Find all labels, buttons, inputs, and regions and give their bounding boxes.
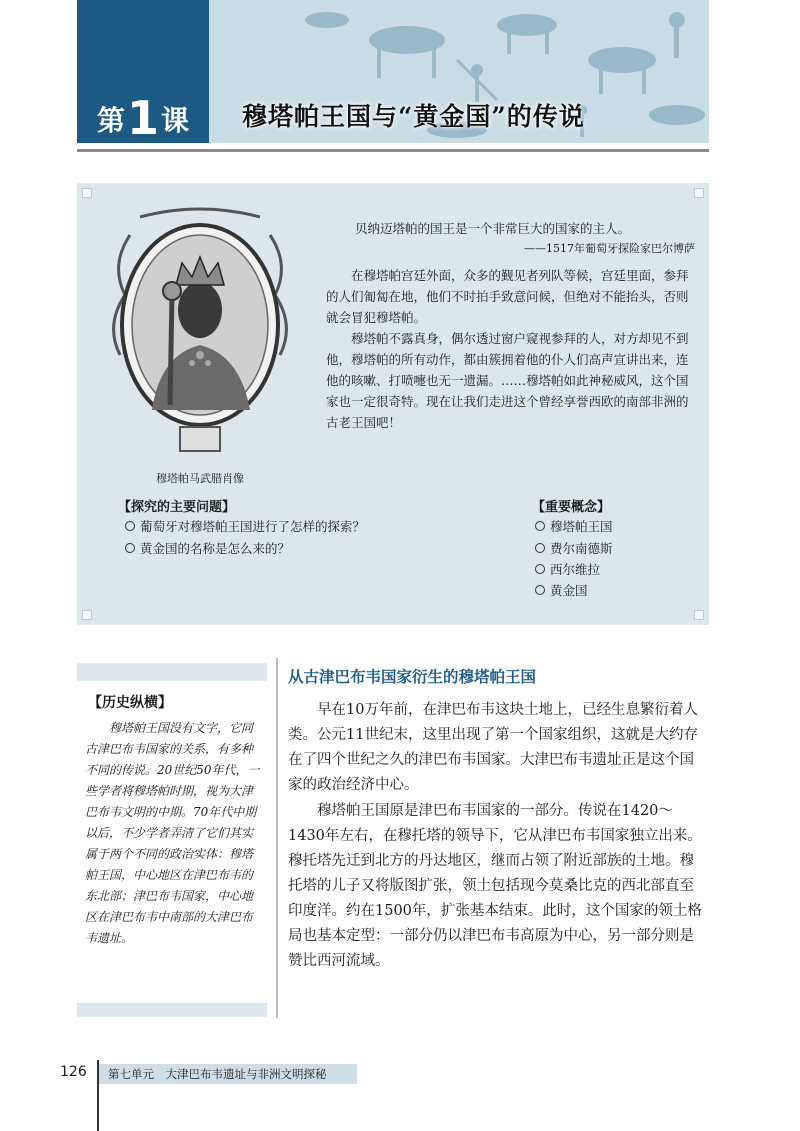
questions-heading: 【探究的主要问题】 [118,500,236,515]
section-heading: 从古津巴布韦国家衍生的穆塔帕王国 [288,668,537,686]
intro-paragraph-2: 穆塔帕不露真身，偶尔透过窗户窥视参拜的人，对方却见不到他，穆塔帕的所有动作，都由簇拥着他的仆人们高声宣讲出来，连他的咳嗽、打喷嚏也无一遗漏。……穆塔帕如此神秘威风，这个国家也一定很奇特。现在让我们走进这个曾经享誉西欧的南部非洲的古老王国吧！ [326,331,689,430]
concept-item: 西尔维拉 [535,560,600,578]
bullet-circle-icon [535,543,545,553]
concept-item: 黄金国 [535,581,588,599]
panel-corner-br [694,610,704,620]
body-paragraph-2: 穆塔帕王国原是津巴布韦国家的一部分。传说在1420～1430年左右，在穆托塔的领导下，它从津巴布韦国家独立出来。穆托塔先迁到北方的丹达地区，继而占领了附近部族的土地。穆托塔的儿子又将版图扩张，领土包括现今莫桑比克的西北部直至印度洋。约在1500年，扩张基本结束。此时，这个国家的领土格局也基本定型：一部分仍以津巴布韦高原为中心，另一部分则是赞比西河流域。 [288,803,702,969]
bullet-circle-icon [535,521,545,531]
lesson-number: 1 [126,91,159,145]
panel-corner-tr [694,188,704,198]
sidebar-top-band [77,663,267,681]
lesson-label [77,92,209,147]
bullet-circle-icon [535,564,545,574]
bullet-circle-icon [125,543,135,553]
header-rule [77,149,709,152]
sidebar-bottom-band [77,1003,267,1017]
lesson-suffix: 课 [161,104,190,137]
concepts-heading: 【重要概念】 [532,500,611,515]
page-number: 126 [60,1064,87,1080]
portrait-caption: 穆塔帕马武腊肖像 [156,472,244,485]
lesson-prefix: 第 [96,104,125,137]
lesson-title: 穆塔帕王国与“黄金国”的传说 [242,102,585,131]
body-paragraph-1: 早在10万年前，在津巴布韦这块土地上，已经生息繁衍着人类。公元11世纪末，这里出现了第一个国家组织，这就是大约存在了四个世纪之久的津巴布韦国家。大津巴布韦遗址正是这个国家的政治经济中心。 [288,702,698,793]
bullet-circle-icon [125,521,135,531]
bullet-circle-icon [535,585,545,595]
panel-corner-bl [82,610,92,620]
sidebar-text: 穆塔帕王国没有文字，它同古津巴布韦国家的关系，有多种不同的传说。20世纪50年代，一些学者将穆塔帕时期，视为大津巴布韦文明的中期。70年代中期以后，不少学者弄清了它们其实属于两个不同的政治实体：穆塔帕王国，中心地区在津巴布韦的东北部；津巴布韦国家，中心地区在津巴布韦中南部的大津巴布韦遗址。 [85,721,260,945]
question-item: 葡萄牙对穆塔帕王国进行了怎样的探索？ [125,517,365,535]
footer-unit-title: 第七单元 大津巴布韦遗址与非洲文明探秘 [108,1067,327,1081]
concept-item: 穆塔帕王国 [535,517,613,535]
sidebar-title: 【历史纵横】 [88,695,172,711]
question-item: 黄金国的名称是怎么来的？ [125,539,290,557]
intro-quote: 贝纳迈塔帕的国王是一个非常巨大的国家的主人。 [355,221,631,236]
intro-paragraph-1: 在穆塔帕宫廷外面，众多的觐见者列队等候，宫廷里面，参拜的人们匍匐在地，他们不时拍手致意问候，但绝对不能抬头，否则就会冒犯穆塔帕。 [326,268,689,325]
panel-corner-tl [82,188,92,198]
column-divider [276,658,278,1018]
king-portrait-engraving [100,205,300,463]
concept-item: 费尔南德斯 [535,539,613,557]
intro-quote-source: ——1517年葡萄牙探险家巴尔博萨 [524,242,695,255]
